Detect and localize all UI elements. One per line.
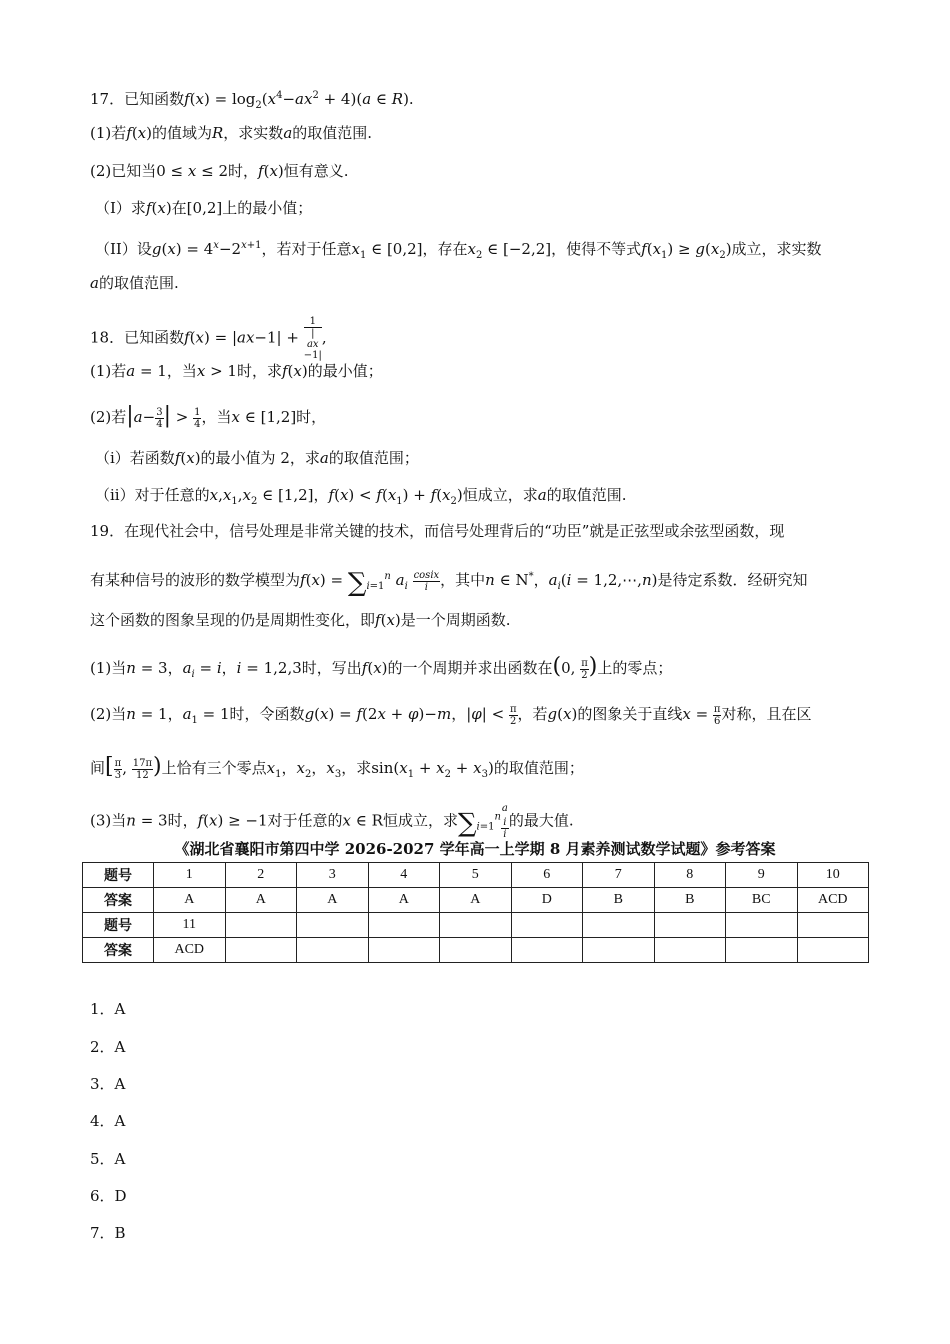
table-cell: 11 — [154, 913, 226, 938]
row-label: 答案 — [83, 888, 154, 913]
table-cell — [368, 913, 440, 938]
problem-19-q2: (2)当n = 1，$a_1 = 1$时，令函数g(x) = f(2x + φ)−m，|φ| < $\frac{\pi}{2}$ ，若g(x)的图象关于直线x = $\frac{\pi}{6}$ 对称，且在区 — [90, 703, 812, 727]
table-cell — [654, 938, 726, 963]
table-cell: 7 — [583, 863, 655, 888]
table-row — [83, 913, 869, 938]
table-cell: 8 — [654, 863, 726, 888]
row-label: 题号 — [83, 913, 154, 938]
table-cell: 5 — [440, 863, 512, 888]
row-label: 答案 — [83, 938, 154, 963]
table-cell: 2 — [225, 863, 297, 888]
table-cell — [583, 913, 655, 938]
table-cell: B — [654, 888, 726, 913]
table-cell: ACD — [797, 888, 869, 913]
table-cell: 10 — [797, 863, 869, 888]
problem-17-q2-i: （I）求f(x)在[0,2]上的最小值； — [95, 199, 313, 217]
table-cell: 4 — [368, 863, 440, 888]
table-cell: 1 — [154, 863, 226, 888]
table-cell — [440, 938, 512, 963]
answer-table — [82, 862, 869, 963]
table-cell — [225, 913, 297, 938]
table-cell — [297, 938, 369, 963]
table-cell — [583, 938, 655, 963]
answer-list-item: 5．A — [90, 1150, 126, 1168]
table-cell — [726, 913, 798, 938]
problem-17-q2: (2)已知当0 ≤ x ≤ 2时，f(x)恒有意义. — [90, 162, 349, 180]
table-cell: 3 — [297, 863, 369, 888]
table-cell: ACD — [154, 938, 226, 963]
problem-19-q2-cont: 间[ $\frac{\pi}{3}$ , $\frac{17\pi}{12}$ )上恰有三个零点$x_1$，$x_2$，$x_3$，求$\sin(x_1 + x_2 + x_3)$的取值范围； — [90, 754, 584, 781]
table-cell: D — [511, 888, 583, 913]
answer-list-item: 4．A — [90, 1112, 126, 1130]
table-cell: A — [297, 888, 369, 913]
answer-list-item: 2．A — [90, 1038, 126, 1056]
problem-19-q1: (1)当n = 3，$a_i = i$，i = 1,2,3时，写出f(x)的一个周期并求出函数在(0, $\frac{\pi}{2}$ )上的零点； — [90, 654, 673, 681]
problem-19-q3: (3)当n = 3时，f(x) ≥ −1对于任意的x ∈ R恒成立，求$\sum_{i=1}^n$ a $_i$ i 的最大值. — [90, 803, 574, 840]
table-cell: A — [225, 888, 297, 913]
table-cell — [440, 913, 512, 938]
answer-list-item: 3．A — [90, 1075, 126, 1093]
table-cell: A — [368, 888, 440, 913]
answer-list-item: 6．D — [90, 1187, 127, 1205]
table-cell — [225, 938, 297, 963]
answer-key-title: 《湖北省襄阳市第四中学 2026-2027 学年高一上学期 8 月素养测试数学试题》参考答案 — [174, 840, 776, 858]
table-cell: BC — [726, 888, 798, 913]
problem-17-q1: (1)若f(x)的值域为R，求实数a的取值范围. — [90, 124, 373, 142]
table-cell — [511, 938, 583, 963]
table-cell — [797, 913, 869, 938]
problem-17-q2-ii: （II）设$g(x) = 4^x-2^{x+1}$，若对于任意$x_1$ ∈ [0,2]，存在$x_2$ ∈ [−2,2]，使得不等式$f(x_1) \ge g(x_2)$成立，求实数 — [95, 240, 822, 261]
problem-19-stem-2: 有某种信号的波形的数学模型为$f(x) = \sum_{i=1}^n$ $a_i$ $\frac{\text{cosix}}{i}$ ，其中n ∈ N*，$a_i(i$ = 1,2,⋯,n)是待定系数．经研究知 — [90, 568, 808, 598]
table-cell — [654, 913, 726, 938]
row-label: 题号 — [83, 863, 154, 888]
problem-19-stem-3: 这个函数的图象呈现的仍是周期性变化，即f(x)是一个周期函数. — [90, 611, 511, 629]
table-row — [83, 888, 869, 913]
table-cell — [368, 938, 440, 963]
table-cell: A — [440, 888, 512, 913]
table-cell — [797, 938, 869, 963]
problem-18-q2-i: （i）若函数f(x)的最小值为 2，求a的取值范围； — [95, 449, 419, 467]
table-cell: B — [583, 888, 655, 913]
problem-18-stem: 18．已知函数f(x) = |ax−1| + 1 | ax −1| , — [90, 316, 327, 361]
problem-17-q2-ii-cont: a的取值范围. — [90, 274, 179, 292]
problem-18-q2-ii: （ii）对于任意的$x,x_1,x_2$ ∈ [1,2]，$f(x) < f(x_1) + f(x_2)$恒成立，求a的取值范围. — [95, 486, 627, 507]
table-cell: 6 — [511, 863, 583, 888]
table-row — [83, 863, 869, 888]
problem-17-stem: 17．已知函数$f(x) = \log_2(x^4-ax^2 + 4)(a$ ∈ R). — [90, 90, 414, 111]
table-cell — [297, 913, 369, 938]
table-cell: A — [154, 888, 226, 913]
answer-list-item: 1．A — [90, 1000, 126, 1018]
table-cell — [726, 938, 798, 963]
answer-list-item: 7．B — [90, 1224, 126, 1242]
table-row — [83, 938, 869, 963]
problem-19-stem: 19．在现代社会中，信号处理是非常关键的技术，而信号处理背后的“功臣”就是正弦型或余弦型函数，现 — [90, 522, 785, 540]
problem-18-q2: (2)若|a− $\frac{3}{4}$ | > $\frac{1}{4}$ ，当x ∈ [1,2]时， — [90, 403, 327, 430]
table-cell — [511, 913, 583, 938]
problem-18-q1: (1)若a = 1，当x > 1时，求f(x)的最小值； — [90, 362, 383, 380]
table-cell: 9 — [726, 863, 798, 888]
